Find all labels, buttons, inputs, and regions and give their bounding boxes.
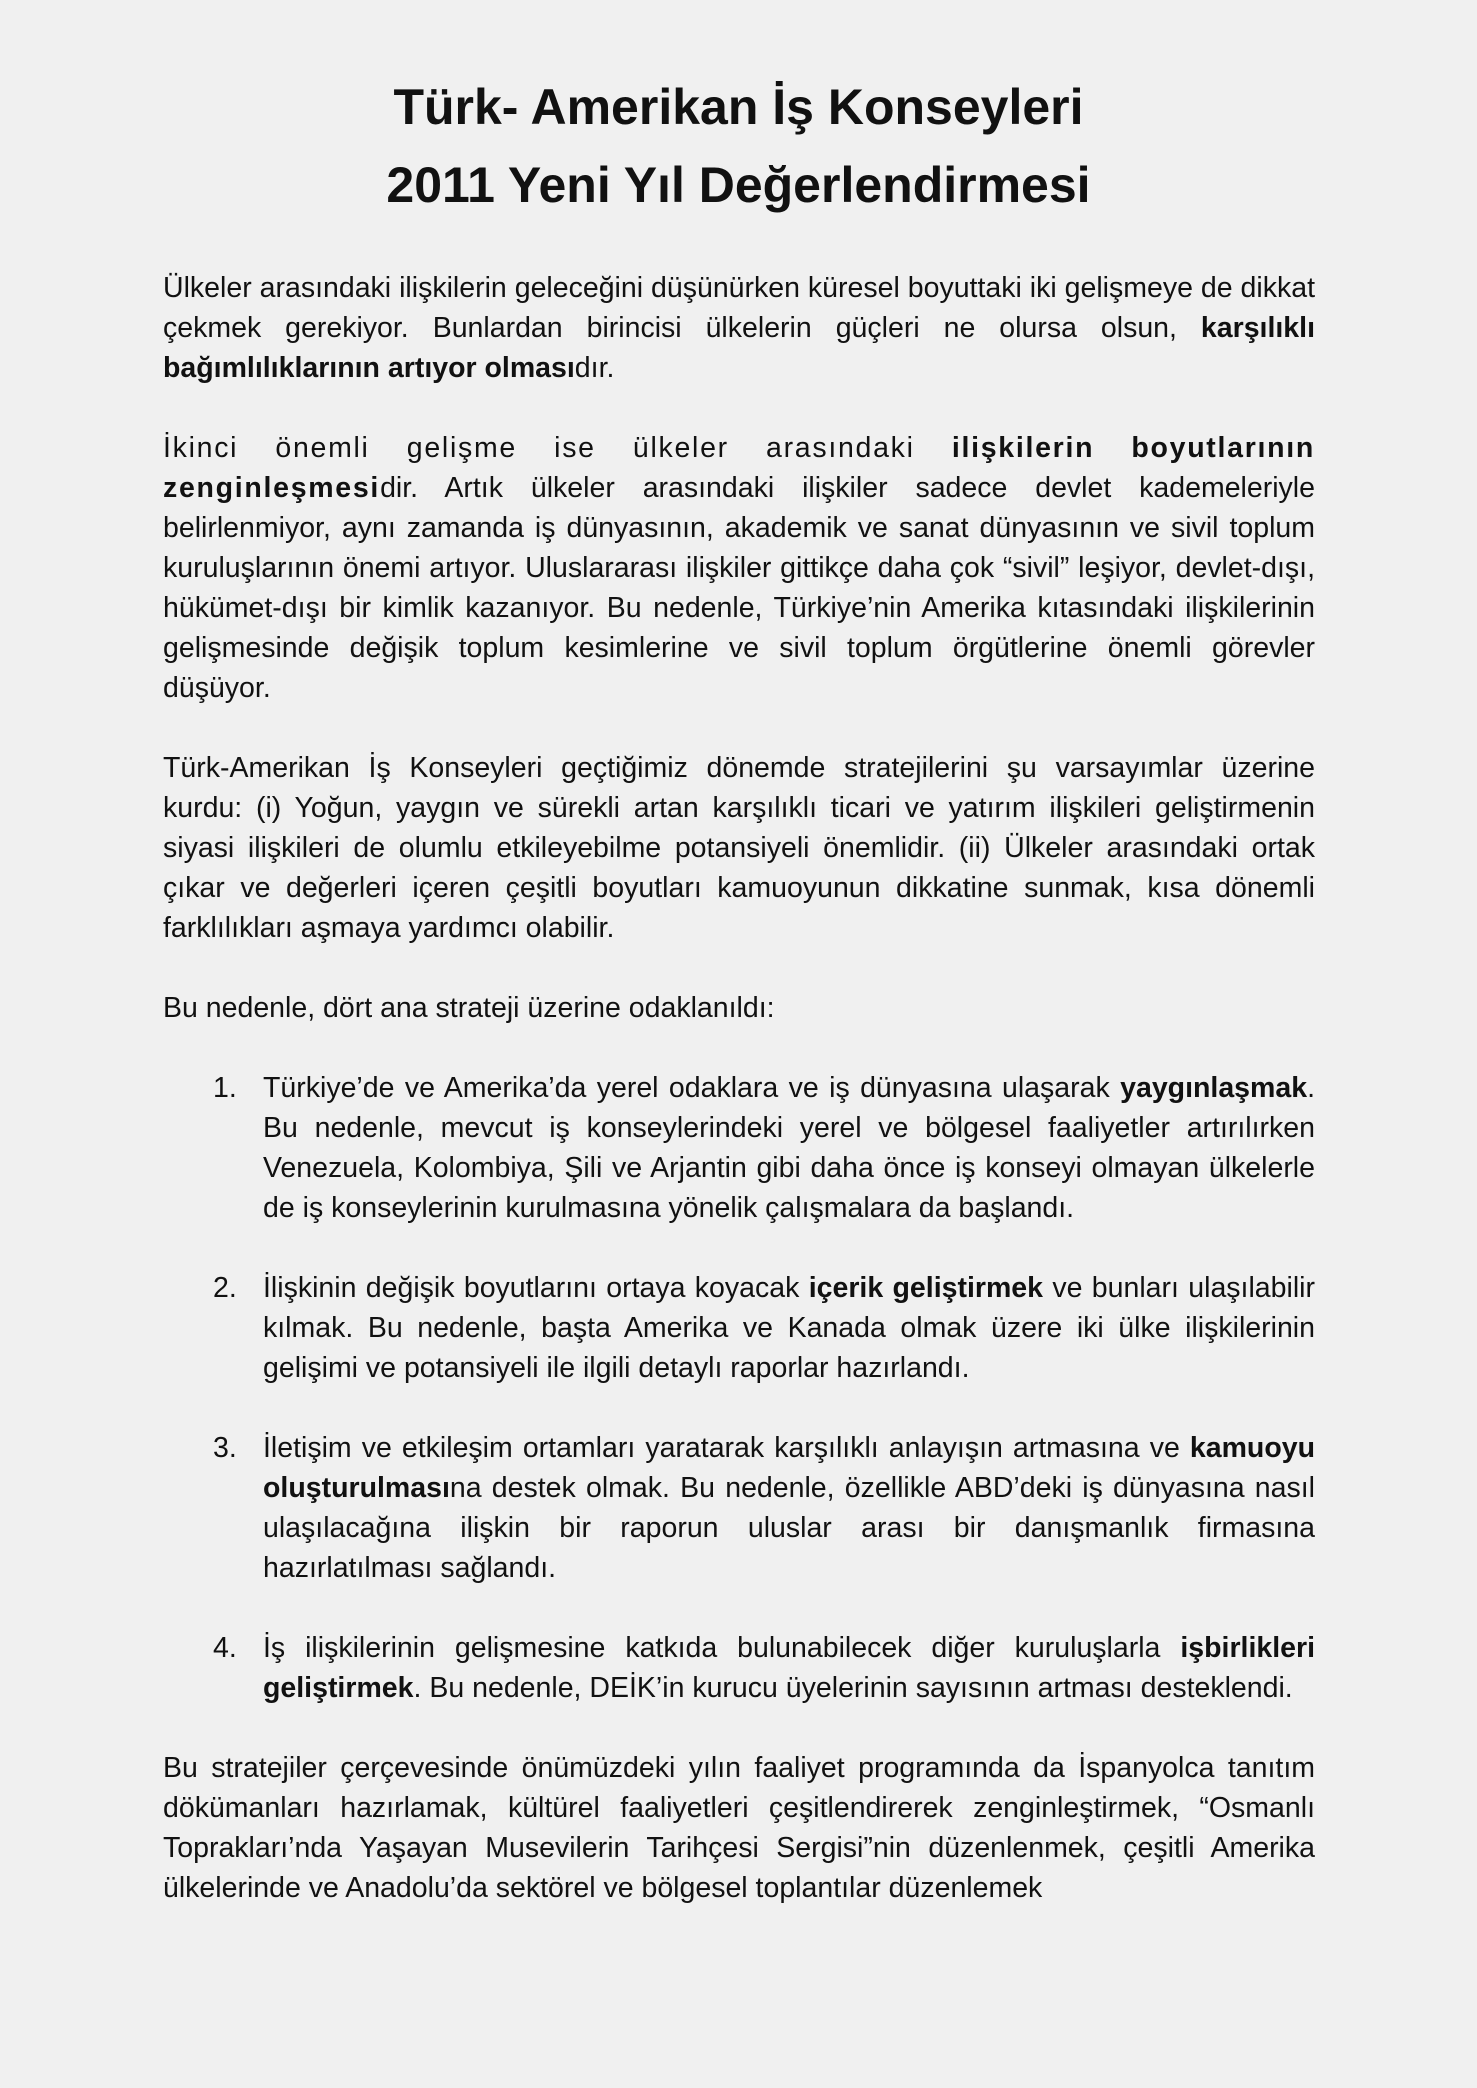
strategy-text-a: İletişim ve etkileşim ortamları yaratarak karşılıklı anlayışın artmasına ve xyxy=(263,1432,1190,1464)
strategy-bold: içerik geliştirmek xyxy=(808,1272,1044,1304)
paragraph-5: Bu stratejiler çerçevesinde önümüzdeki yılın faaliyet programında da İspanyolca tanıtım dökümanları hazırlamak, kültürel faaliyetleri çeşitlendirerek zenginleştirmek, “Osmanlı Toprakları’nda Yaşayan Musevilerin Tarihçesi Sergisi”nin düzenlenmek, çeşitli Amerika ülkelerinde ve Anadolu’da sektörel ve bölgesel toplantılar düzenlemek xyxy=(163,1752,1315,1904)
title-line-1: Türk- Amerikan İş Konseyleri xyxy=(393,79,1084,135)
paragraph-3: Türk-Amerikan İş Konseyleri geçtiğimiz dönemde stratejilerini şu varsayımlar üzerine kurdu: (i) Yoğun, yaygın ve sürekli artan karşılıklı ticari ve yatırım ilişkileri geliştirmenin siyasi ilişkileri de olumlu etkileyebilme potansiyeli önemlidir. (ii) Ülkeler arasındaki ortak çıkar ve değerleri içeren çeşitli boyutları kamuoyunun dikkatine sunmak, kısa dönemli farklılıkları aşmaya yardımcı olabilir. xyxy=(163,752,1315,944)
paragraph-1-text-a: Ülkeler arasındaki ilişkilerin geleceğini düşünürken küresel boyuttaki iki gelişmeye de dikkat çekmek gerekiyor. Bunlardan birincisi ülkelerin güçleri ne olursa olsun, xyxy=(163,272,1315,344)
strategy-text-a: Türkiye’de ve Amerika’da yerel odaklara ve iş dünyasına ulaşarak xyxy=(263,1072,1121,1104)
paragraph-2 xyxy=(163,428,1315,708)
paragraph-2-bold: ilişkilerin boyutlarının zenginleşmesi xyxy=(163,432,1315,504)
paragraph-1-text-b: dır. xyxy=(574,352,615,384)
strategy-number: 2. xyxy=(213,1272,237,1304)
document-title xyxy=(0,68,1477,224)
strategy-text-b: . Bu nedenle, mevcut iş konseylerindeki yerel ve bölgesel faaliyetler artırılırken Venezuela, Kolombiya, Şili ve Arjantin gibi daha önce iş konseyi olmayan ülkelerle de iş konseylerinin kurulmasına yönelik çalışmalara da başlandı. xyxy=(263,1072,1315,1224)
strategy-number: 3. xyxy=(213,1432,237,1464)
paragraph-4: Bu nedenle, dört ana strateji üzerine odaklanıldı: xyxy=(163,992,775,1024)
strategy-text-a: İş ilişkilerinin gelişmesine katkıda bulunabilecek diğer kuruluşlarla xyxy=(263,1632,1181,1664)
strategy-bold: kamuoyu oluşturulması xyxy=(263,1432,1315,1504)
paragraph-2-text-b: dir. Artık ülkeler arasındaki ilişkiler sadece devlet kademeleriyle belirlenmiyor, aynı zamanda iş dünyasının, akademik ve sanat dünyasının ve sivil toplum kuruluşlarının önemi artıyor. Uluslararası ilişkiler gittikçe daha çok “sivil” leşiyor, devlet-dışı, hükümet-dışı bir kimlik kazanıyor. Bu nedenle, Türkiye’nin Amerika kıtasındaki ilişkilerinin gelişmesinde değişik toplum kesimlerine ve sivil toplum örgütlerine önemli görevler düşüyor. xyxy=(163,472,1315,704)
strategy-text-a: İlişkinin değişik boyutlarını ortaya koyacak xyxy=(263,1272,809,1304)
strategy-text-b: na destek olmak. Bu nedenle, özellikle ABD’deki iş dünyasına nasıl ulaşılacağına ilişkin bir raporun uluslar arası bir danışmanlık firmasına hazırlatılması sağlandı. xyxy=(263,1472,1315,1584)
document-body xyxy=(163,268,1315,1948)
strategy-item-3 xyxy=(163,1428,1315,1588)
paragraph-1 xyxy=(163,268,1315,388)
strategy-text-b: . Bu nedenle, DEİK’in kurucu üyelerinin sayısının artması desteklendi. xyxy=(413,1672,1293,1704)
strategy-item-2 xyxy=(163,1268,1315,1388)
paragraph-1-bold: karşılıklı bağımlılıklarının artıyor olması xyxy=(163,312,1315,384)
strategy-bold: işbirlikleri geliştirmek xyxy=(263,1632,1315,1704)
strategy-list xyxy=(163,1068,1315,1708)
strategy-item-1 xyxy=(163,1068,1315,1228)
strategy-number: 4. xyxy=(213,1632,237,1664)
strategy-text-b: ve bunları ulaşılabilir kılmak. Bu nedenle, başta Amerika ve Kanada olmak üzere iki ülke ilişkilerinin gelişimi ve potansiyeli ile ilgili detaylı raporlar hazırlandı. xyxy=(263,1272,1315,1384)
paragraph-2-text-a: İkinci önemli gelişme ise ülkeler arasındaki xyxy=(163,432,952,464)
strategy-bold: yaygınlaşmak xyxy=(1120,1072,1308,1104)
strategy-number: 1. xyxy=(213,1072,237,1104)
title-line-2: 2011 Yeni Yıl Değerlendirmesi xyxy=(386,157,1091,213)
strategy-item-4 xyxy=(163,1628,1315,1708)
